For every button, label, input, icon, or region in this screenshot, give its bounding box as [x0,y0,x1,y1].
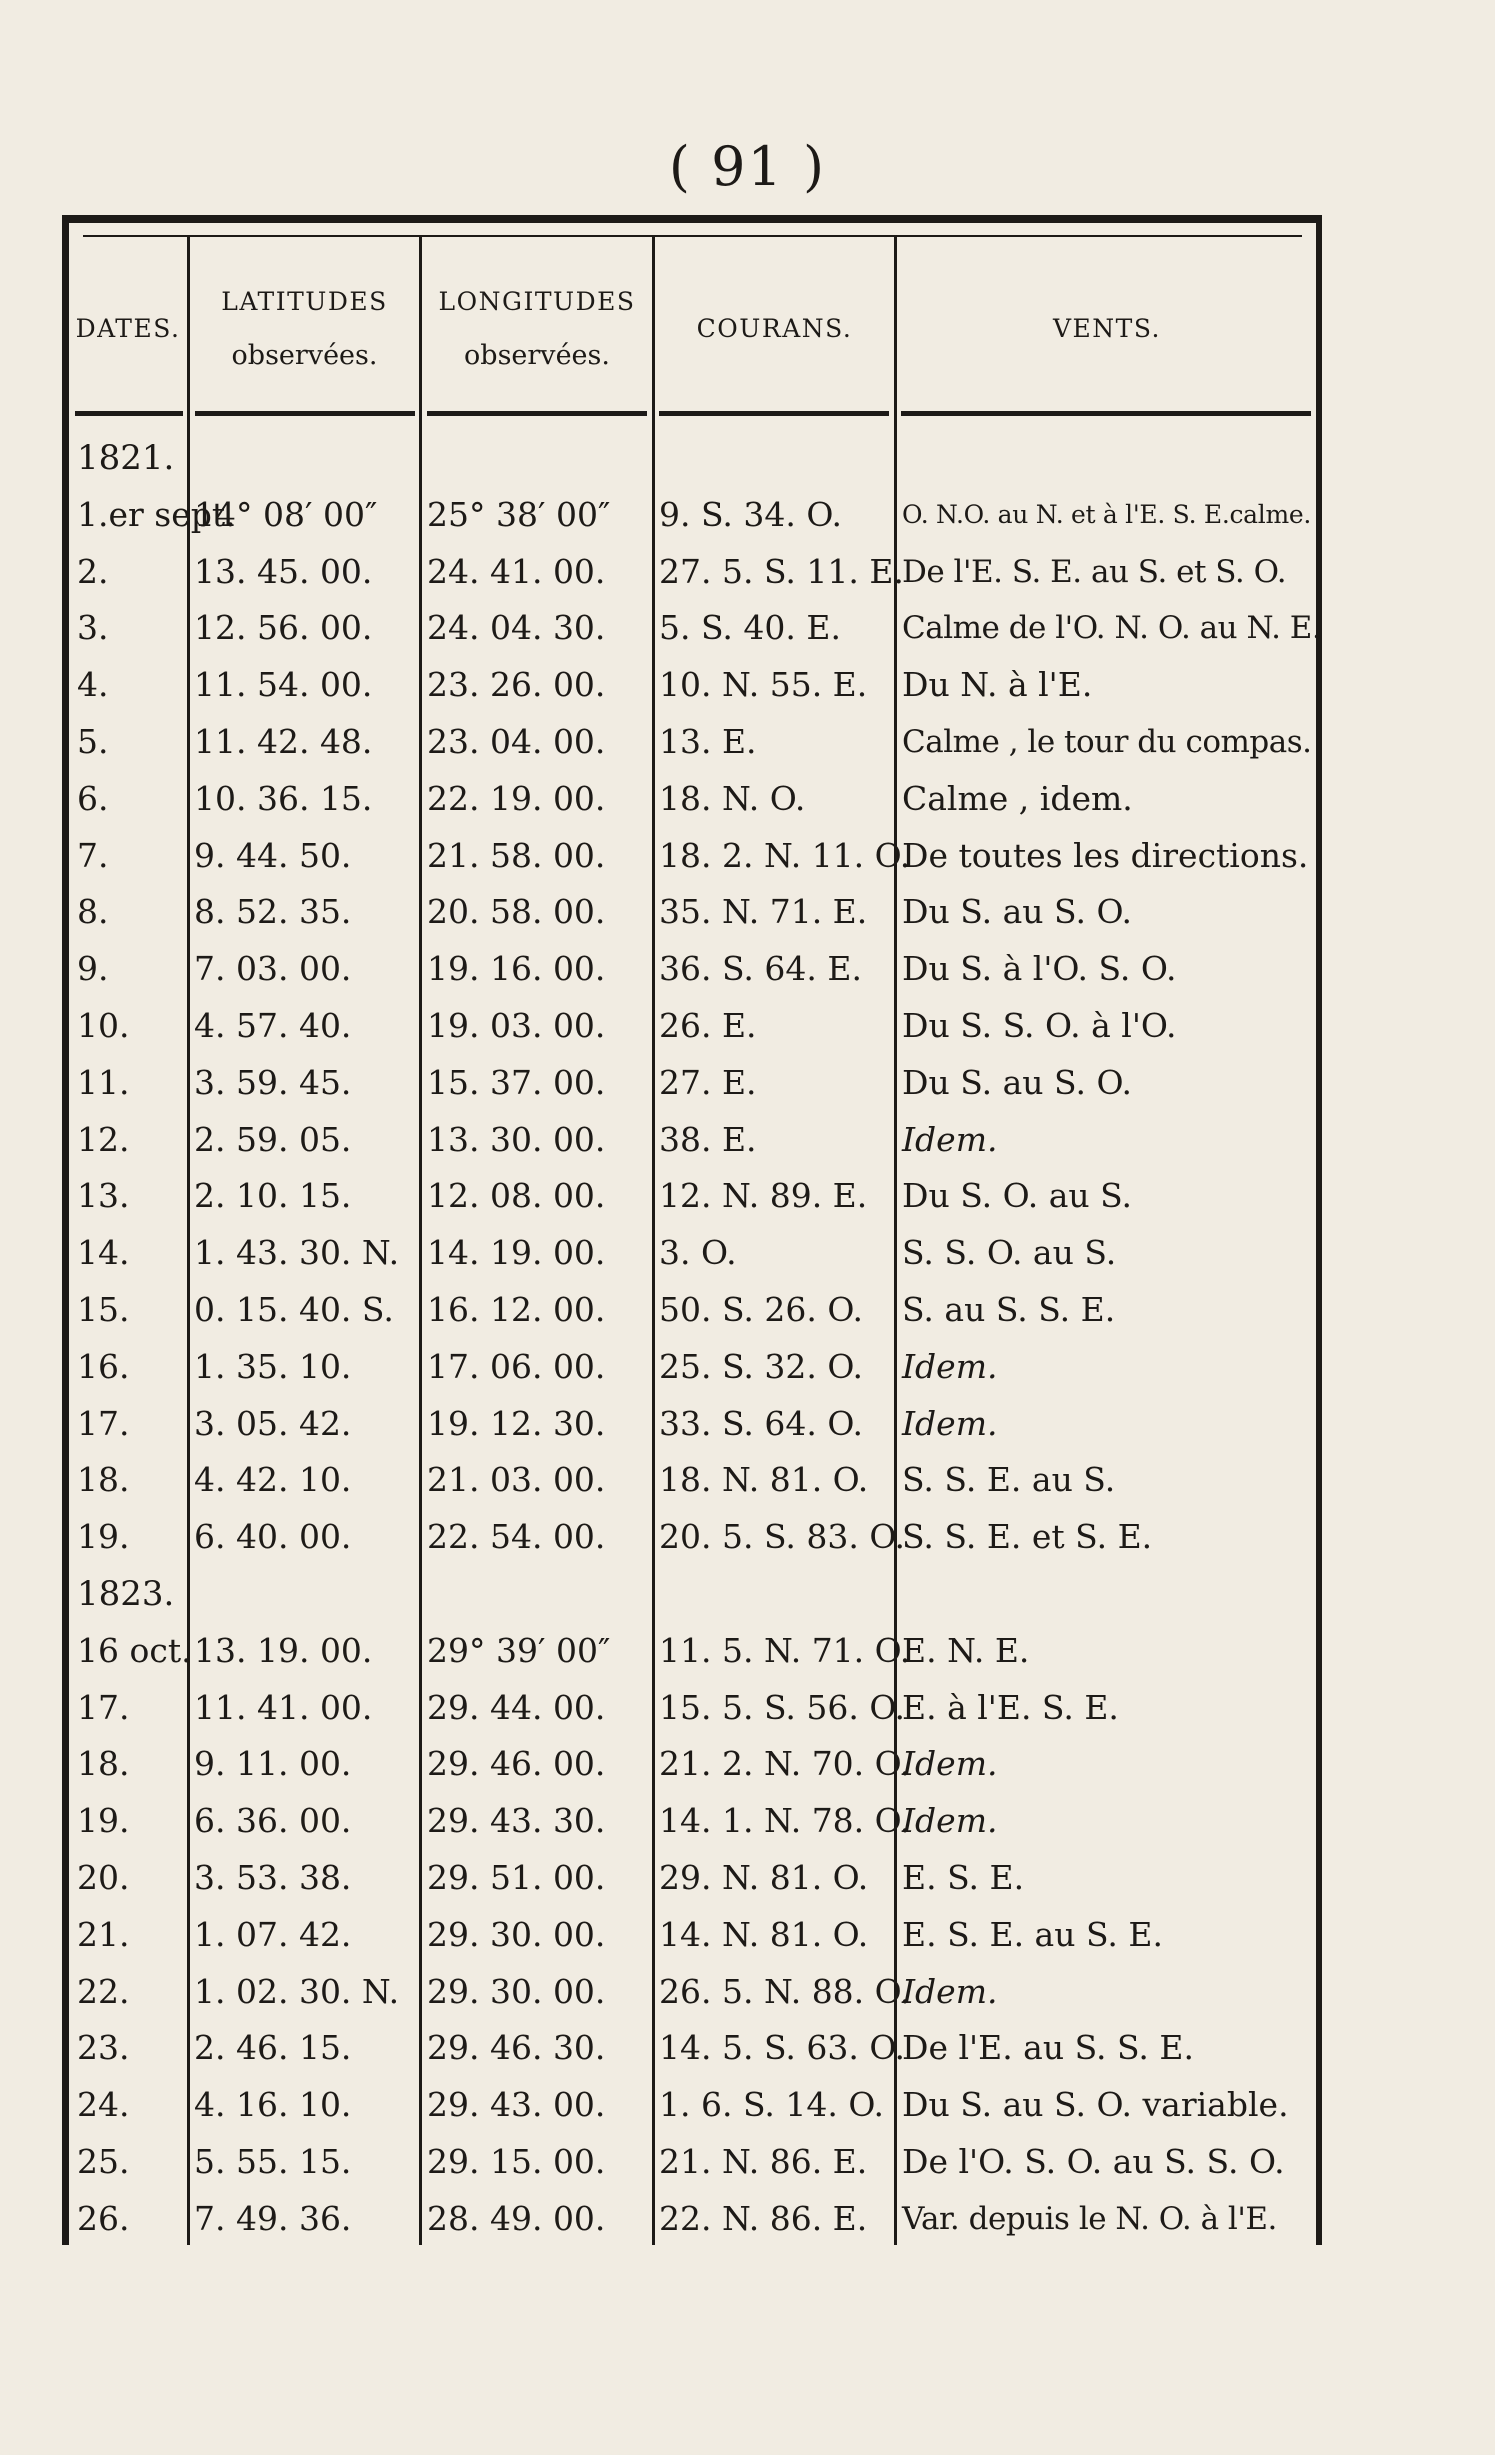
date-cell: 3. [77,608,109,648]
longitude-cell: 25° 38′ 00″ [427,494,611,534]
table-row [69,884,1316,940]
latitude-cell: 5. 55. 15. [194,2142,352,2181]
courant-cell: 26. E. [659,1006,757,1045]
table-row [69,544,1316,600]
table-row [69,828,1316,884]
vent-cell: De l'E. au S. S. E. [902,2028,1194,2068]
longitude-cell: 21. 03. 00. [427,1460,606,1500]
date-cell: 17. [77,1403,130,1443]
table-row [69,1282,1316,1338]
courant-cell: 25. S. 32. O. [659,1346,863,1386]
longitude-cell: 28. 49. 00. [427,2198,606,2238]
courant-cell: 20. 5. S. 83. O. [659,1517,905,1557]
courant-cell: 5. S. 40. E. [659,608,841,648]
courant-cell: 21. N. 86. E. [659,2142,868,2181]
latitude-cell: 1. 02. 30. N. [194,1971,400,2011]
latitude-cell: 1. 35. 10. [194,1346,352,1386]
table-row [69,941,1316,997]
courant-cell: 11. 5. N. 71. O. [659,1630,911,1670]
date-cell: 1821. [77,438,175,478]
courant-cell: 27. 5. S. 11. E. [659,551,904,591]
courant-cell: 22. N. 86. E. [659,2198,868,2238]
courant-cell: 15. 5. S. 56. O. [659,1687,905,1727]
longitude-cell: 24. 41. 00. [427,551,606,591]
header-dates [69,241,187,416]
table-row [69,1055,1316,1111]
table-frame [62,215,1322,2245]
latitude-cell: 7. 03. 00. [194,949,352,989]
latitude-cell: 4. 42. 10. [194,1460,352,1500]
vent-cell: Du S. O. au S. [902,1176,1133,1216]
vent-cell: Idem. [902,1119,998,1159]
latitude-cell: 2. 59. 05. [194,1119,352,1159]
header-latitudes [190,241,419,416]
latitude-cell: 7. 49. 36. [194,2198,352,2238]
latitude-cell: 4. 16. 10. [194,2085,352,2125]
vent-cell: E. à l'E. S. E. [902,1687,1119,1727]
longitude-cell: 22. 54. 00. [427,1517,606,1557]
table-row [69,2191,1316,2247]
date-cell: 5. [77,722,109,761]
table-row [69,2077,1316,2133]
date-cell: 2. [77,551,109,591]
longitude-cell: 19. 16. 00. [427,949,606,989]
date-cell: 10. [77,1006,130,1045]
date-cell: 13. [77,1176,130,1216]
table-row [69,1907,1316,1963]
latitude-cell: 11. 42. 48. [194,722,373,761]
vent-cell: Du S. au S. O. variable. [902,2085,1289,2125]
date-cell: 24. [77,2085,130,2125]
vent-cell: O. N.O. au N. et à l'E. S. E.calme. [902,499,1312,529]
latitude-cell: 9. 44. 50. [194,835,352,875]
longitude-cell [427,1566,652,1622]
latitude-cell [194,1566,419,1622]
vent-cell: S. au S. S. E. [902,1290,1116,1329]
latitude-cell: 2. 46. 15. [194,2028,352,2068]
header-longitudes-label: LONGITUDES [438,286,636,316]
longitude-cell: 23. 04. 00. [427,722,606,761]
date-cell: 21. [77,1914,130,1954]
latitude-cell: 2. 10. 15. [194,1176,352,1216]
table-row [69,1509,1316,1565]
table-row [69,657,1316,713]
table-row [69,2134,1316,2190]
header-latitudes-sub: observées. [231,339,378,371]
longitude-cell: 19. 12. 30. [427,1403,606,1443]
latitude-cell: 1. 07. 42. [194,1914,352,1954]
header-longitudes-sub: observées. [464,339,610,371]
courant-cell: 21. 2. N. 70. O. [659,1744,911,1784]
courant-cell: 18. N. 81. O. [659,1460,869,1500]
date-cell: 7. [77,835,109,875]
table-row [69,487,1316,543]
date-cell: 18. [77,1744,130,1784]
latitude-cell: 4. 57. 40. [194,1006,352,1045]
courant-cell: 33. S. 64. O. [659,1403,863,1443]
vent-cell: Du S. au S. O. [902,892,1133,932]
latitude-cell: 1. 43. 30. N. [194,1233,400,1273]
longitude-cell: 29. 30. 00. [427,1971,606,2011]
latitude-cell: 13. 19. 00. [194,1630,373,1670]
latitude-cell: 6. 36. 00. [194,1801,352,1841]
longitude-cell: 15. 37. 00. [427,1062,606,1102]
courant-cell: 3. O. [659,1233,737,1273]
vent-cell: Idem. [902,1744,998,1784]
vent-cell: Idem. [902,1971,998,2011]
courant-cell [659,430,894,486]
date-cell: 4. [77,665,109,705]
vent-cell: Du S. S. O. à l'O. [902,1006,1177,1045]
courant-cell: 35. N. 71. E. [659,892,868,932]
latitude-cell: 14° 08′ 00″ [194,494,378,534]
table-row [69,1168,1316,1224]
latitude-cell: 0. 15. 40. S. [194,1290,394,1329]
vent-cell: E. S. E. au S. E. [902,1914,1163,1954]
date-cell: 26. [77,2198,130,2238]
date-cell: 19. [77,1801,130,1841]
vent-cell: Du S. à l'O. S. O. [902,949,1177,989]
latitude-cell [194,430,419,486]
longitude-cell: 29. 43. 30. [427,1801,606,1841]
vent-cell: De toutes les directions. [902,835,1309,875]
latitude-cell: 3. 05. 42. [194,1403,352,1443]
courant-cell: 27. E. [659,1062,757,1102]
table-row [69,998,1316,1054]
date-cell: 22. [77,1971,130,2011]
longitude-cell: 29. 15. 00. [427,2142,606,2181]
vent-cell: Idem. [902,1346,998,1386]
table-row [69,1566,1316,1622]
header-rule [195,411,415,416]
longitude-cell: 29. 43. 00. [427,2085,606,2125]
longitude-cell: 29° 39′ 00″ [427,1630,611,1670]
longitude-cell: 16. 12. 00. [427,1290,606,1329]
latitude-cell: 11. 41. 00. [194,1687,373,1727]
longitude-cell: 29. 51. 00. [427,1858,606,1897]
longitude-cell: 14. 19. 00. [427,1233,606,1273]
vent-cell: Calme , idem. [902,778,1133,818]
table-row [69,600,1322,656]
vent-cell: Calme de l'O. N. O. au N. E. [902,610,1322,647]
courant-cell: 29. N. 81. O. [659,1858,869,1897]
date-cell: 17. [77,1687,130,1727]
courant-cell: 13. E. [659,722,757,761]
longitude-cell: 23. 26. 00. [427,665,606,705]
date-cell: 16 oct. [77,1630,192,1670]
date-cell: 11. [77,1062,130,1102]
latitude-cell: 10. 36. 15. [194,778,373,818]
header-rule [901,411,1311,416]
table-row [69,1850,1316,1906]
table-row [69,1623,1316,1679]
vent-cell [902,430,1322,486]
longitude-cell: 22. 19. 00. [427,778,606,818]
date-cell: 14. [77,1233,130,1273]
latitude-cell: 8. 52. 35. [194,892,352,932]
date-cell: 1.er sept. [77,494,236,534]
page-number: ( 91 ) [668,135,827,198]
header-longitudes [422,241,652,416]
header-latitudes-label: LATITUDES [221,286,388,316]
longitude-cell: 13. 30. 00. [427,1119,606,1159]
date-cell: 18. [77,1460,130,1500]
vent-cell: Var. depuis le N. O. à l'E. [902,2200,1277,2237]
header-rule [427,411,647,416]
date-cell: 23. [77,2028,130,2068]
vent-cell: De l'E. S. E. au S. et S. O. [902,553,1287,590]
latitude-cell: 6. 40. 00. [194,1517,352,1557]
vent-cell: S. S. E. au S. [902,1460,1116,1500]
courant-cell [659,1566,894,1622]
vent-cell: E. N. E. [902,1630,1030,1670]
longitude-cell: 12. 08. 00. [427,1176,606,1216]
courant-cell: 36. S. 64. E. [659,949,862,989]
vent-cell: Du N. à l'E. [902,665,1093,705]
date-cell: 12. [77,1119,130,1159]
table-row [69,2020,1316,2076]
vent-cell [902,1566,1322,1622]
table-row [69,1964,1316,2020]
latitude-cell: 11. 54. 00. [194,665,373,705]
table-row [69,1396,1316,1452]
table-row [69,430,1316,486]
table-row [69,1680,1316,1736]
courant-cell: 18. N. O. [659,778,806,818]
vent-cell: De l'O. S. O. au S. S. O. [902,2142,1285,2181]
header-rule [75,411,183,416]
longitude-cell: 20. 58. 00. [427,892,606,932]
latitude-cell: 12. 56. 00. [194,608,373,648]
table-row [69,714,1316,770]
longitude-cell: 29. 30. 00. [427,1914,606,1954]
courant-cell: 18. 2. N. 11. O. [659,835,911,875]
table-row [69,771,1316,827]
latitude-cell: 3. 53. 38. [194,1858,352,1897]
header-vents [897,241,1317,416]
date-cell: 16. [77,1346,130,1386]
date-cell: 19. [77,1517,130,1557]
inner-top-rule [83,235,1302,237]
date-cell: 20. [77,1858,130,1897]
longitude-cell [427,430,652,486]
date-cell: 1823. [77,1574,175,1614]
vent-cell: Du S. au S. O. [902,1062,1133,1102]
table-row [69,1452,1316,1508]
courant-cell: 14. N. 81. O. [659,1914,869,1954]
courant-cell: 10. N. 55. E. [659,665,868,705]
table-row [69,1736,1316,1792]
latitude-cell: 3. 59. 45. [194,1062,352,1102]
table-row [69,1225,1316,1281]
courant-cell: 14. 5. S. 63. O. [659,2028,905,2068]
courant-cell: 50. S. 26. O. [659,1290,863,1329]
longitude-cell: 29. 46. 30. [427,2028,606,2068]
header-dates-label: DATES. [75,313,181,343]
vent-cell: Calme , le tour du compas. [902,724,1312,760]
date-cell: 15. [77,1290,130,1329]
vent-cell: S. S. O. au S. [902,1233,1117,1273]
table-row [69,1793,1316,1849]
courant-cell: 1. 6. S. 14. O. [659,2085,884,2125]
header-courans-label: COURANS. [696,313,853,343]
longitude-cell: 24. 04. 30. [427,608,606,648]
longitude-cell: 29. 44. 00. [427,1687,606,1727]
vent-cell: S. S. E. et S. E. [902,1517,1153,1557]
longitude-cell: 17. 06. 00. [427,1346,606,1386]
table-row [69,1339,1316,1395]
table-row [69,1112,1316,1168]
courant-cell: 26. 5. N. 88. O. [659,1971,911,2011]
header-courans [655,241,894,416]
vent-cell: E. S. E. [902,1858,1025,1897]
courant-cell: 9. S. 34. O. [659,494,842,534]
date-cell: 25. [77,2142,130,2181]
date-cell: 9. [77,949,109,989]
header-rule [659,411,889,416]
vent-cell: Idem. [902,1801,998,1841]
courant-cell: 14. 1. N. 78. O. [659,1801,911,1841]
longitude-cell: 29. 46. 00. [427,1744,606,1784]
courant-cell: 12. N. 89. E. [659,1176,868,1216]
latitude-cell: 9. 11. 00. [194,1744,352,1784]
vent-cell: Idem. [902,1403,998,1443]
longitude-cell: 21. 58. 00. [427,835,606,875]
header-vents-label: VENTS. [1052,313,1162,343]
date-cell: 6. [77,778,109,818]
latitude-cell: 13. 45. 00. [194,551,373,591]
date-cell: 8. [77,892,109,932]
courant-cell: 38. E. [659,1119,757,1159]
longitude-cell: 19. 03. 00. [427,1006,606,1045]
